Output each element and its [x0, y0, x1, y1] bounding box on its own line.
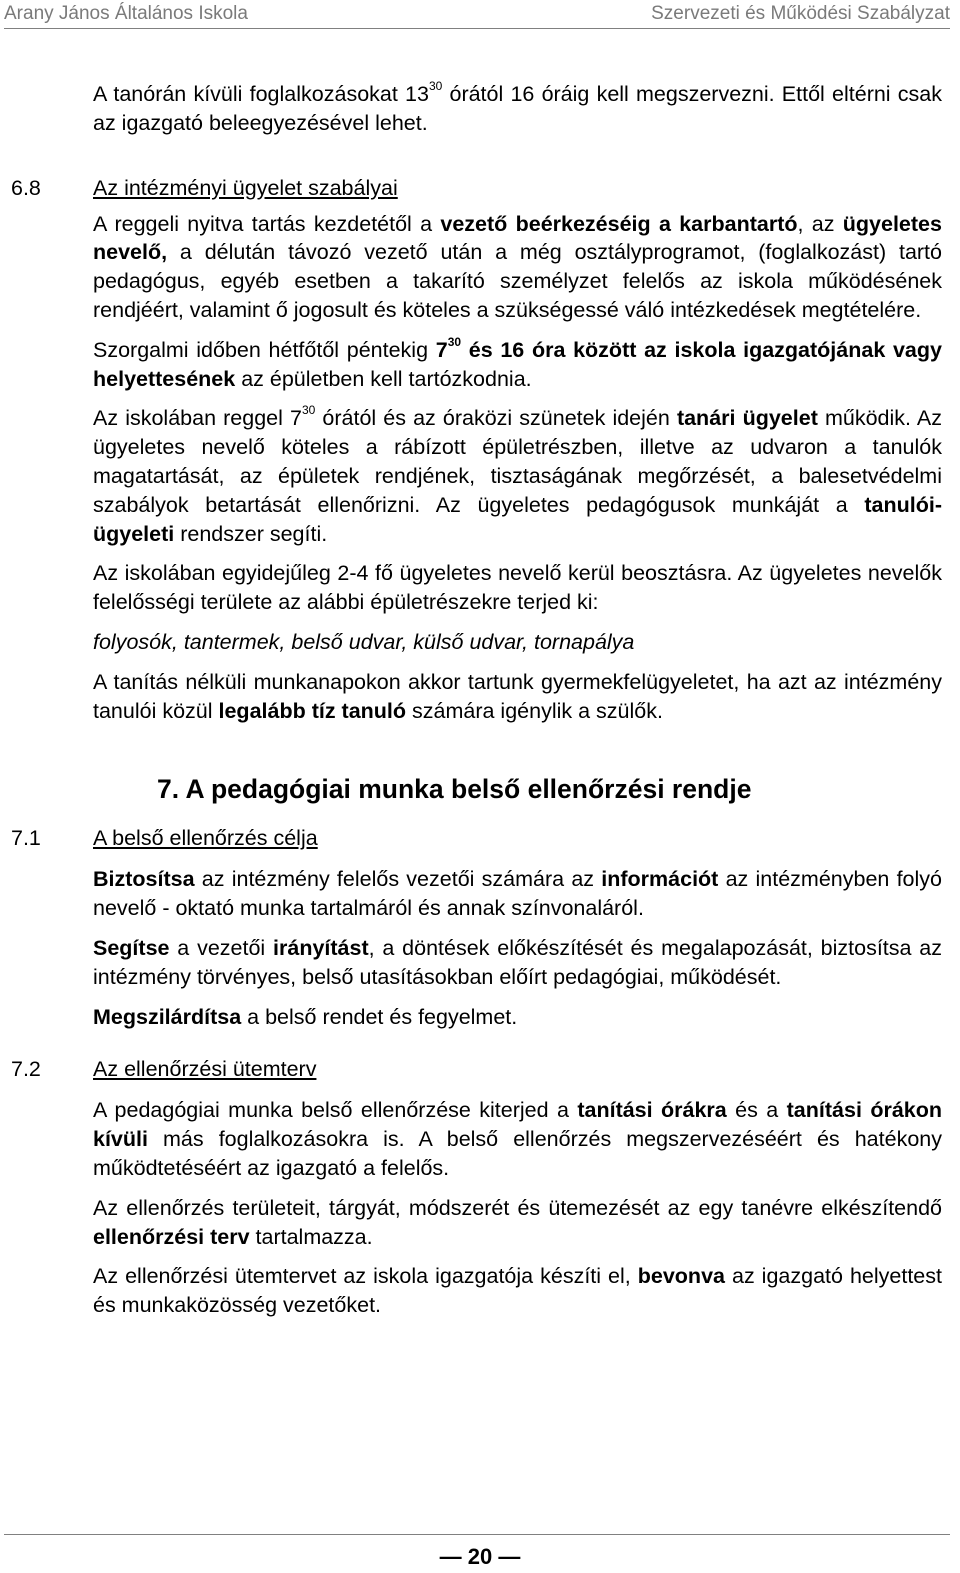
- bold-text: Segítse: [93, 935, 170, 960]
- text: órától 16 óráig kell megszervezni. Ettől eltérni csak az igazgató beleegyezésével lehet.: [93, 82, 942, 135]
- section-number: 6.8: [11, 175, 41, 200]
- header-document-title: Szervezeti és Működési Szabályzat: [651, 3, 950, 24]
- section-number: 7.1: [11, 826, 41, 851]
- paragraph-after-school-activities: [93, 80, 942, 138]
- text: Az iskolában reggel 7: [93, 406, 302, 431]
- text: A tanítás nélküli munkanapokon akkor tartunk gyermekfelügyeletet, ha azt az intézmény tanulói közül: [93, 669, 942, 723]
- text: az épületben kell tartózkodnia.: [235, 366, 532, 391]
- section-number: 7.2: [11, 1057, 41, 1082]
- bold-text: tanári ügyelet: [676, 406, 818, 431]
- paragraph-schedule-preparation: [93, 1262, 942, 1320]
- text: más foglalkozásokra is. A belső ellenőrzés megszervezéséért és hatékony működtetéséért az igazgató a felelős.: [93, 1127, 942, 1180]
- section-title: A belső ellenőrzés célja: [93, 826, 318, 851]
- text: és a: [726, 1098, 787, 1123]
- text: az igazgató helyettest és munkaközösség vezetőket.: [93, 1264, 942, 1318]
- page-content: [11, 78, 943, 1320]
- paragraph-duty-responsibility: [93, 210, 942, 325]
- paragraph-teacher-duty: [93, 404, 942, 548]
- text: órától és az óraközi szünetek idején: [315, 406, 677, 431]
- paragraph-duty-teachers-count: Az iskolában egyidejűleg 2-4 fő ügyeletes nevelő kerül beosztásra. Az ügyeletes nevelők felelősségi területe az alábbi épületrészekre terjed ki:: [93, 561, 942, 615]
- text: számára igénylik a szülők.: [406, 698, 663, 723]
- paragraph-duty-areas: folyosók, tantermek, belső udvar, külső udvar, tornapálya: [93, 629, 635, 654]
- bold-text: irányítást: [273, 935, 369, 960]
- text: működik. Az ügyeletes nevelő köteles a rábízott épületrészben, illetve az udvaron a tanulók magatartását, az épületek rendjének, tisztaságának megőrzését, a balesetvédelmi szabályok betartását ellenőrizni. Az ügyeletes pedagógusok munkáját a: [93, 406, 942, 517]
- text: Az ellenőrzés területeit, tárgyát, módszerét és ütemezését az egy tanévre elkészítendő: [93, 1195, 942, 1220]
- paragraph-support-management: [93, 934, 942, 992]
- page-header: [4, 0, 950, 28]
- bold-text: tanítási órákon kívüli: [93, 1098, 942, 1152]
- text: a délután távozó vezető után a még osztályprogramot, (foglalkozást) tartó pedagógus, egyéb esetben a takarító személyzet felelős az iskola működésének rendjéért, valamint ő jogosult és köteles a szükségessé váló intézkedések megtételére.: [93, 240, 942, 322]
- bold-text: és 16 óra között az iskola igazgatójának vagy helyettesének: [93, 337, 942, 391]
- bold-text: ügyeletes nevelő,: [93, 211, 942, 265]
- paragraph-strengthen-order: [93, 1003, 942, 1032]
- paragraph-child-supervision: [93, 668, 942, 726]
- footer-rule: [4, 1534, 950, 1535]
- text: , az: [797, 211, 843, 236]
- text: az intézményben folyó nevelő - oktató munka tartalmáról és annak színvonaláról.: [93, 867, 943, 921]
- text: a vezetői: [169, 935, 274, 960]
- bold-text: 7: [435, 337, 448, 362]
- text: tartalmazza.: [249, 1224, 373, 1249]
- paragraph-inspection-scope: [93, 1096, 942, 1182]
- text: Szorgalmi időben hétfőtől péntekig: [93, 337, 436, 362]
- header-school-name: Arany János Általános Iskola: [4, 3, 248, 24]
- text: a belső rendet és fegyelmet.: [241, 1004, 518, 1029]
- text: az intézmény felelős vezetői számára az: [194, 867, 602, 892]
- bold-text: információt: [601, 867, 719, 892]
- bold-text: legalább tíz tanuló: [218, 698, 407, 723]
- text: A tanórán kívüli foglalkozásokat 13: [93, 82, 429, 106]
- bold-text: tanítási órákra: [577, 1098, 727, 1123]
- bold-text: vezető beérkezéséig a karbantartó: [440, 211, 798, 236]
- text: , a döntések előkészítését és megalapozását, biztosítsa az intézmény törvényes, belső utasításokban előírt pedagógiai, működését.: [93, 935, 943, 989]
- paragraph-director-presence: [93, 336, 942, 394]
- bold-text: ellenőrzési terv: [93, 1224, 250, 1249]
- section-title: Az intézményi ügyelet szabályai: [93, 175, 398, 200]
- text: rendszer segíti.: [174, 521, 328, 546]
- section-heading-7-1: [11, 824, 942, 852]
- paragraph-inspection-plan: [93, 1194, 942, 1252]
- page-number: — 20 —: [439, 1544, 521, 1569]
- superscript: 30: [301, 403, 316, 418]
- superscript: 30: [447, 334, 462, 349]
- section-heading-6-8: [11, 174, 942, 202]
- bold-text: tanulói- ügyeleti: [93, 492, 942, 546]
- section-title: Az ellenőrzési ütemterv: [93, 1057, 317, 1082]
- text: A pedagógiai munka belső ellenőrzése kiterjed a: [93, 1098, 578, 1123]
- text: A reggeli nyitva tartás kezdetétől a: [93, 211, 441, 236]
- bold-text: bevonva: [637, 1264, 725, 1289]
- superscript: 30: [428, 78, 443, 93]
- text: Az ellenőrzési ütemtervet az iskola igazgatója készíti el,: [93, 1264, 638, 1289]
- bold-text: Biztosítsa: [93, 867, 195, 892]
- chapter-heading-7: 7. A pedagógiai munka belső ellenőrzési rendje: [157, 774, 752, 805]
- section-heading-7-2: [11, 1055, 942, 1083]
- header-rule: [4, 28, 950, 29]
- bold-text: Megszilárdítsa: [93, 1004, 242, 1029]
- paragraph-ensure-information: [93, 865, 942, 923]
